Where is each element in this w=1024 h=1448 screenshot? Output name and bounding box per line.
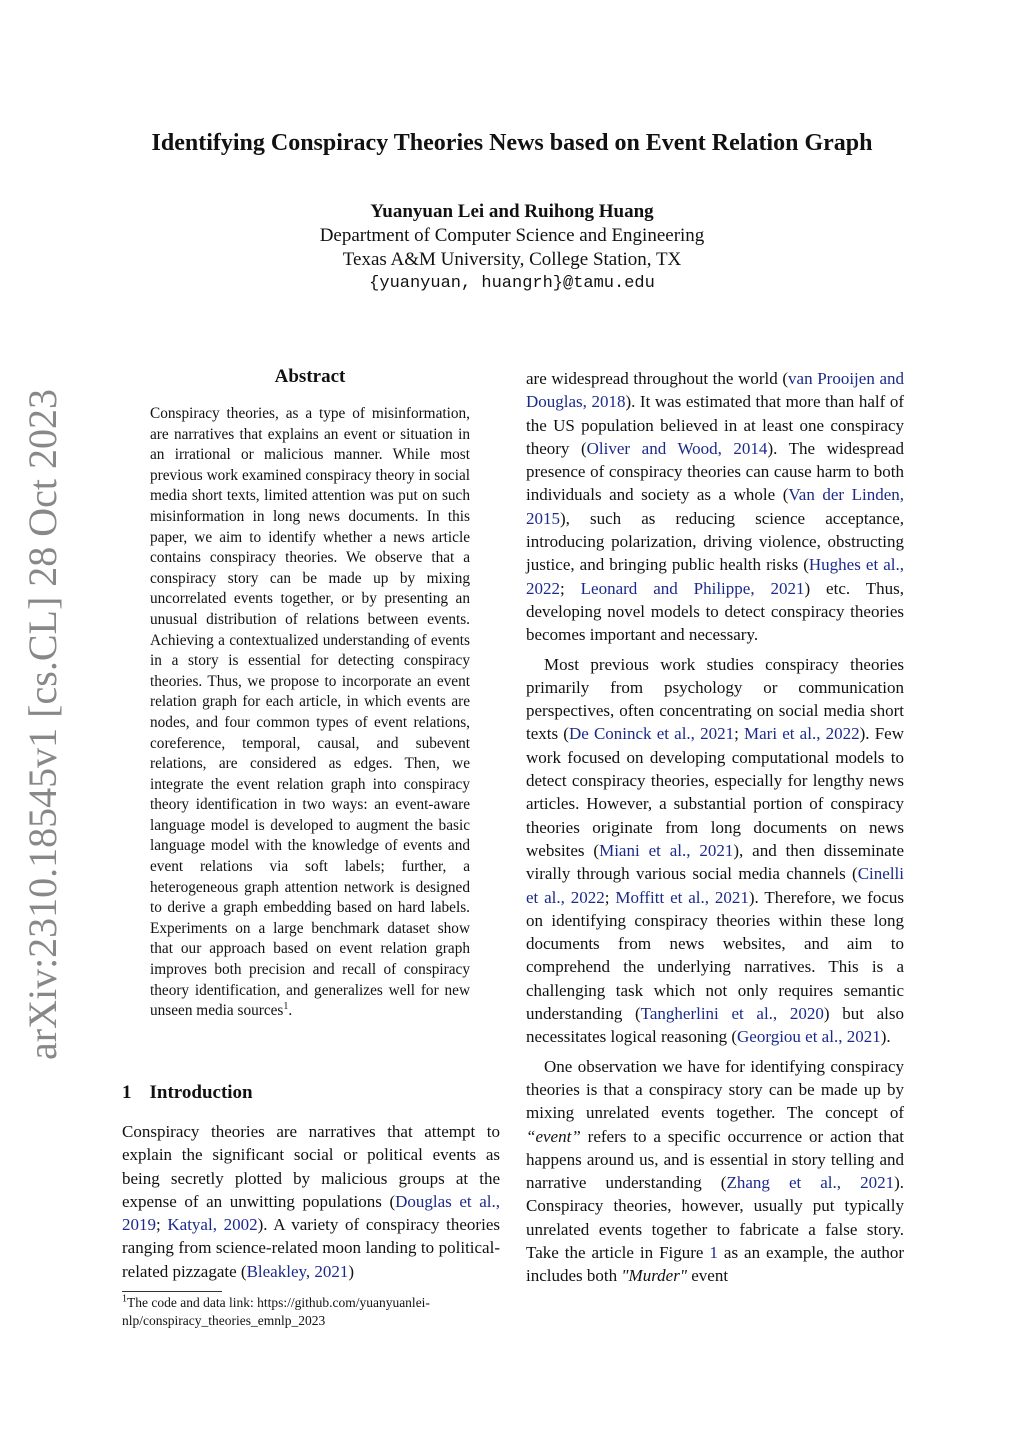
abstract-heading: Abstract	[274, 366, 346, 387]
citation-link[interactable]: Moffitt et al., 2021	[615, 887, 749, 907]
author-university: Texas A&M University, College Station, TX	[342, 249, 682, 270]
footnote-text: The code and data link: https://github.com/yuanyuanlei-nlp/conspiracy_theories_emnlp_2023	[122, 1295, 430, 1328]
citation-link[interactable]: Oliver and Wood, 2014	[586, 438, 768, 458]
section-heading-introduction	[122, 1082, 253, 1104]
text-run: ).	[880, 1027, 891, 1047]
citation-link[interactable]: Cinelli et al., 2022	[526, 864, 904, 907]
citation-link[interactable]: Bleakley, 2021	[246, 1261, 349, 1281]
section-number: 1	[122, 1082, 132, 1103]
emphasis: “event”	[526, 1126, 581, 1146]
text-run: One observation we have for identifying conspiracy theories is that a conspiracy story can be made up by mixing unrelated events together. The concept of	[526, 1056, 904, 1123]
footnote-number: 1	[122, 1293, 127, 1305]
text-run: ;	[560, 578, 581, 598]
text-run: ;	[604, 887, 616, 907]
citation-link[interactable]: Georgiou et al., 2021	[737, 1027, 881, 1047]
text-run: ). It was estimated that more than half of the US population believed in at least one conspiracy theory (	[526, 392, 904, 458]
intro-paragraph-1	[122, 1120, 500, 1283]
section-title: Introduction	[149, 1082, 253, 1103]
text-run: ) but also necessitates logical reasoning (	[526, 1004, 904, 1047]
text-run: ). Few work focused on developing computational models to detect conspiracy theories, especially for lengthy news articles. However, a substantial portion of conspiracy theories originate from long documents on news websites (	[526, 724, 904, 860]
footnote	[122, 1294, 500, 1329]
paper-title: Identifying Conspiracy Theories News based on Event Relation Graph	[151, 130, 873, 156]
author-names: Yuanyuan Lei and Ruihong Huang	[370, 201, 654, 222]
text-run: ). Conspiracy theories, however, usually put typically unrelated events together to fabricate a false story. Take the article in Figure	[526, 1173, 904, 1262]
abstract-end: .	[288, 1002, 293, 1020]
text-run: ), such as reducing science acceptance, introducing polarization, driving violence, obstructing justice, and bringing public health risks (	[526, 508, 904, 575]
text-run: ). A variety of conspiracy theories ranging from science-related moon landing to political-related pizzagate (	[122, 1215, 500, 1281]
footnote-marker[interactable]: 1	[283, 1001, 289, 1013]
author-block	[0, 200, 1024, 296]
intro-paragraph-2	[526, 653, 904, 1049]
citation-link[interactable]: Hughes et al., 2022	[526, 555, 904, 598]
text-run: )	[348, 1261, 355, 1281]
citation-link[interactable]: De Coninck et al., 2021	[568, 724, 735, 744]
figure-reference-link[interactable]: 1	[709, 1242, 718, 1262]
text-run: refers to a specific occurrence or action that happens around us, and is essential in story telling and narrative understanding (	[526, 1126, 904, 1193]
citation-link[interactable]: Douglas et al., 2019	[122, 1191, 500, 1235]
abstract-text	[150, 404, 470, 1022]
text-run: ), and then disseminate virally through various social media channels (	[526, 840, 904, 884]
citation-link[interactable]: Mari et al., 2022	[744, 724, 860, 744]
text-run: ). The widespread presence of conspiracy theories can cause harm to both individuals and society as a whole (	[526, 438, 904, 505]
right-column	[526, 367, 904, 1294]
author-department: Department of Computer Science and Engineering	[319, 225, 705, 246]
citation-link[interactable]: Zhang et al., 2021	[726, 1173, 895, 1193]
author-email: {yuanyuan, huangrh}@tamu.edu	[369, 274, 655, 293]
citation-link[interactable]: van Prooijen and Douglas, 2018	[526, 369, 904, 412]
arxiv-stamp: arXiv:2310.18545v1 [cs.CL] 28 Oct 2023	[20, 388, 65, 1060]
text-run: ;	[156, 1215, 168, 1235]
footnote-rule	[122, 1291, 222, 1292]
citation-link[interactable]: Leonard and Philippe, 2021	[580, 578, 805, 598]
intro-paragraph-3	[526, 1055, 904, 1288]
text-run: event	[686, 1266, 729, 1286]
text-run: as an example, the author includes both	[526, 1242, 904, 1286]
text-run: ) etc. Thus, developing novel models to detect conspiracy theories becomes important and necessary.	[526, 578, 904, 645]
citation-link[interactable]: Van der Linden, 2015	[526, 485, 904, 528]
citation-link[interactable]: Miani et al., 2021	[599, 840, 734, 860]
text-run: Most previous work studies conspiracy theories primarily from psychology or communication perspectives, often concentrating on social media short texts (	[526, 654, 904, 744]
intro-paragraph-1-cont	[526, 367, 904, 647]
text-run: ;	[734, 724, 745, 744]
citation-link[interactable]: Katyal, 2002	[167, 1215, 258, 1235]
text-run: are widespread throughout the world (	[526, 369, 789, 388]
text-run: Conspiracy theories are narratives that attempt to explain the significant social or political events as being secretly plotted by malicious groups at the expense of an unwitting populations (	[122, 1122, 500, 1211]
abstract-body: Conspiracy theories, as a type of misinformation, are narratives that explains an event or situation in an irrational or malicious manner. While most previous work examined conspiracy theory in social media short texts, limited attention was put on such misinformation in long news documents. In this paper, we aim to identify whether a news article contains conspiracy theories. We observe that a conspiracy story can be made up by mixing uncorrelated events together, or by presenting an unusual distribution of relations between events. Achieving a contextualized understanding of events in a story is essential for detecting conspiracy theories. Thus, we propose to incorporate an event relation graph for each article, in which events are nodes, and four common types of event relations, coreference, temporal, causal, and subevent relations, are considered as edges. Then, we integrate the event relation graph into conspiracy theory identification in two ways: an event-aware language model is developed to augment the basic language model with the knowledge of events and event relations via soft labels; further, a heterogeneous graph attention network is designed to derive a graph embedding based on hard labels. Experiments on a large benchmark dataset show that our approach based on event relation graph improves both precision and recall of conspiracy theory identification, and generalizes well for new unseen media sources	[150, 405, 470, 1020]
citation-link[interactable]: Tangherlini et al., 2020	[640, 1004, 824, 1024]
emphasis: "Murder"	[621, 1266, 687, 1286]
text-run: ). Therefore, we focus on identifying conspiracy theories within these long documents from news websites, and aim to comprehend the underlying narratives. This is a challenging task which not only requires semantic understanding (	[526, 887, 904, 1024]
